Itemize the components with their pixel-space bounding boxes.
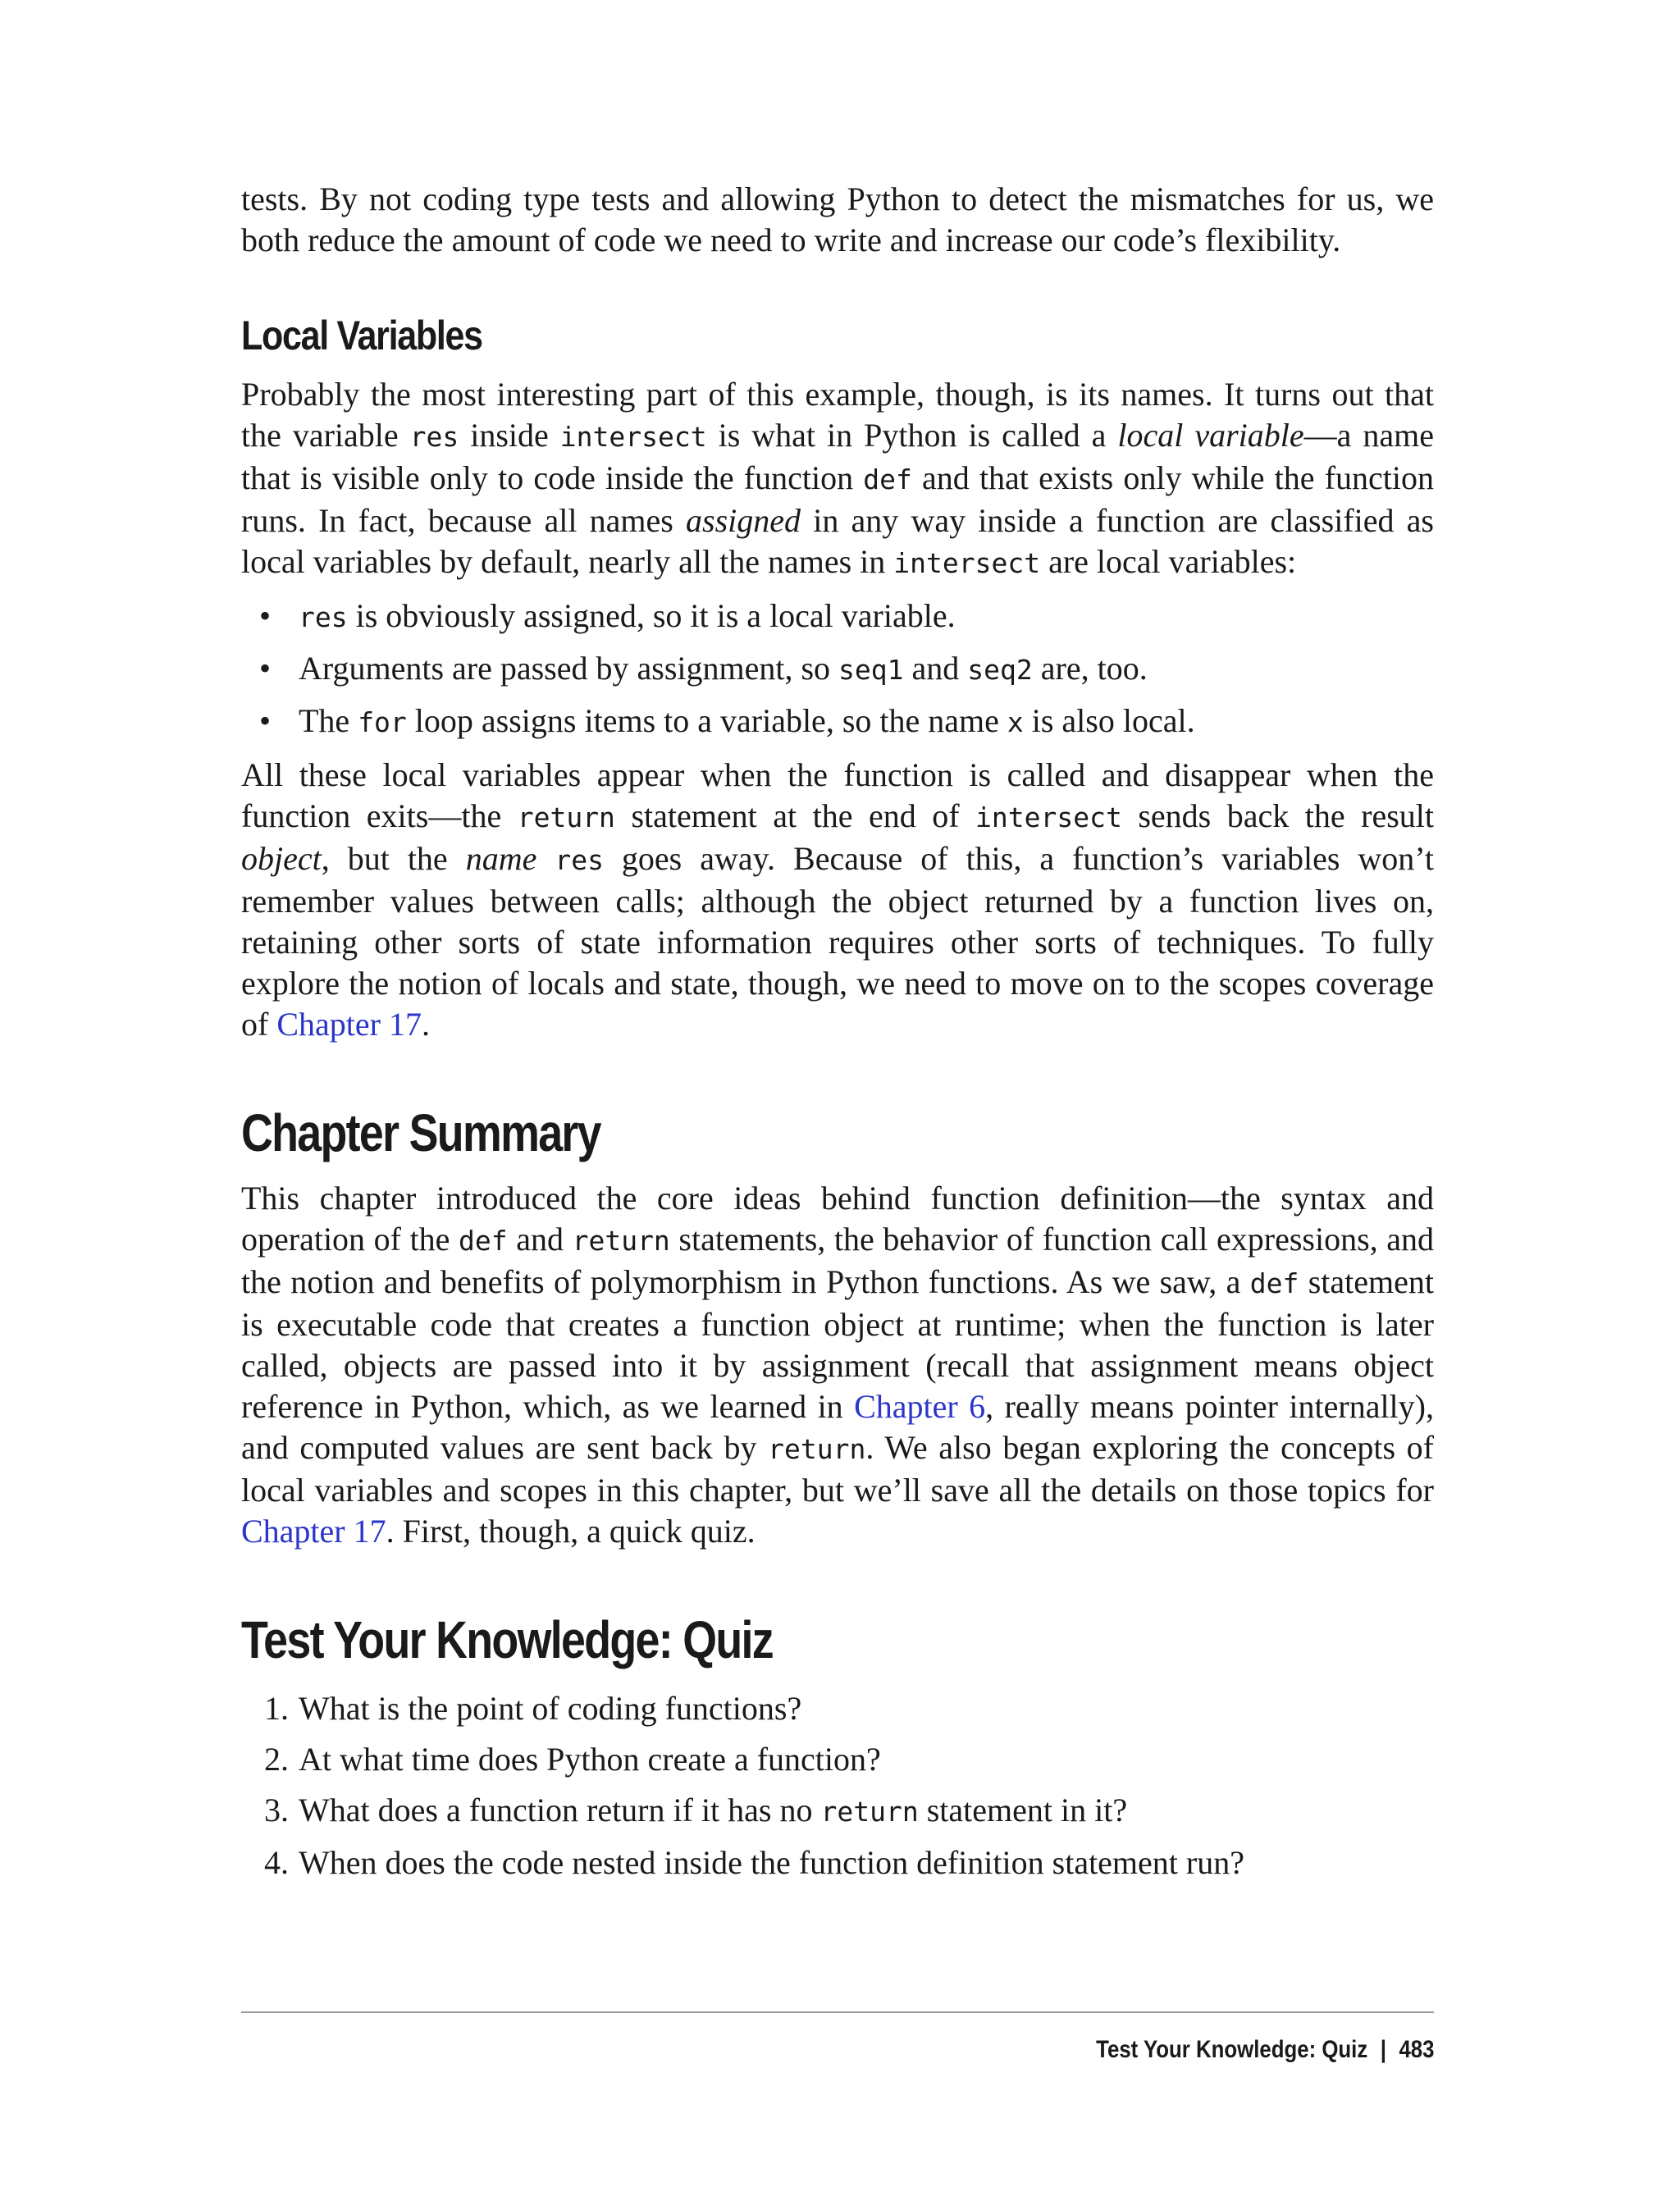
footer-section-title: Test Your Knowledge: Quiz <box>1095 2036 1367 2063</box>
local-variables-bullet-list <box>241 596 1434 743</box>
chapter-17-link[interactable]: Chapter 17 <box>276 1006 422 1043</box>
quiz-heading: Test Your Knowledge: Quiz <box>241 1610 773 1669</box>
list-item: 3. What does a function return if it has no return statement in it? <box>241 1790 1434 1833</box>
local-variables-heading: Local Variables <box>241 313 482 358</box>
local-variables-paragraph-2: All these local variables appear when the function is called and disappear when the function exits—the return statement at the end of intersect sends back the result object, but the name res goes away. Because of this, a function’s variables won’t remember values between calls; although the object returned by a function lives on, retaining other sorts of state information requires other sorts of techniques. To fully explore the notion of locals and state, though, we need to move on to the scopes coverage of Chapter 17. <box>241 756 1435 1043</box>
list-item: 4. When does the code nested inside the function definition statement run? <box>241 1842 1434 1883</box>
page-footer <box>241 2011 1434 2063</box>
quiz-number: 4. <box>264 1844 289 1881</box>
running-footer <box>1096 2036 1434 2064</box>
bullet-marker: • <box>259 650 272 687</box>
list-item: 2. At what time does Python create a function? <box>241 1739 1434 1780</box>
quiz-number: 2. <box>264 1741 289 1778</box>
footer-divider <box>241 2011 1434 2013</box>
list-item: • res is obviously assigned, so it is a local variable. <box>241 596 1434 638</box>
chapter-6-link[interactable]: Chapter 6 <box>854 1388 986 1425</box>
page-number: 483 <box>1398 2036 1434 2063</box>
chapter-summary-paragraph: This chapter introduced the core ideas behind function definition—the syntax and operation of the def and return statements, the behavior of function call expressions, and the notion and benefits of polymorphism in Python functions. As we saw, a def statement is executable code that creates a function object at runtime; when the function is later called, objects are passed into it by assignment (recall that assignment means object reference in Python, which, as we learned in Chapter 6, really means pointer internally), and computed values are sent back by return. We also began exploring the concepts of local variables and scopes in this chapter, but we’ll save all the details on those topics for Chapter 17. First, though, a quick quiz. <box>241 1180 1435 1550</box>
local-variables-paragraph-1: Probably the most interesting part of this example, though, is its names. It turns out that the variable res inside intersect is what in Python is called a local variable—a name that is visible only to code inside the function def and that exists only while the function runs. In fact, because all names assigned in any way inside a function are classified as local variables by default, nearly all the names in intersect are local variables: <box>241 376 1435 580</box>
bullet-marker: • <box>259 702 272 739</box>
list-item: • The for loop assigns items to a variable, so the name x is also local. <box>241 701 1434 743</box>
chapter-summary-heading: Chapter Summary <box>241 1103 600 1162</box>
quiz-number: 1. <box>264 1690 289 1727</box>
bullet-marker: • <box>259 597 272 634</box>
footer-separator: | <box>1380 2036 1386 2063</box>
quiz-number: 3. <box>264 1792 289 1828</box>
list-item: • Arguments are passed by assignment, so seq1 and seq2 are, too. <box>241 648 1434 691</box>
list-item: 1. What is the point of coding functions? <box>241 1688 1434 1729</box>
intro-paragraph: tests. By not coding type tests and allowing Python to detect the mismatches for us, we both reduce the amount of code we need to write and increase our code’s flexibility. <box>241 180 1434 258</box>
chapter-17-link[interactable]: Chapter 17 <box>241 1513 386 1550</box>
page-content <box>241 179 1434 1883</box>
quiz-list <box>241 1688 1434 1883</box>
